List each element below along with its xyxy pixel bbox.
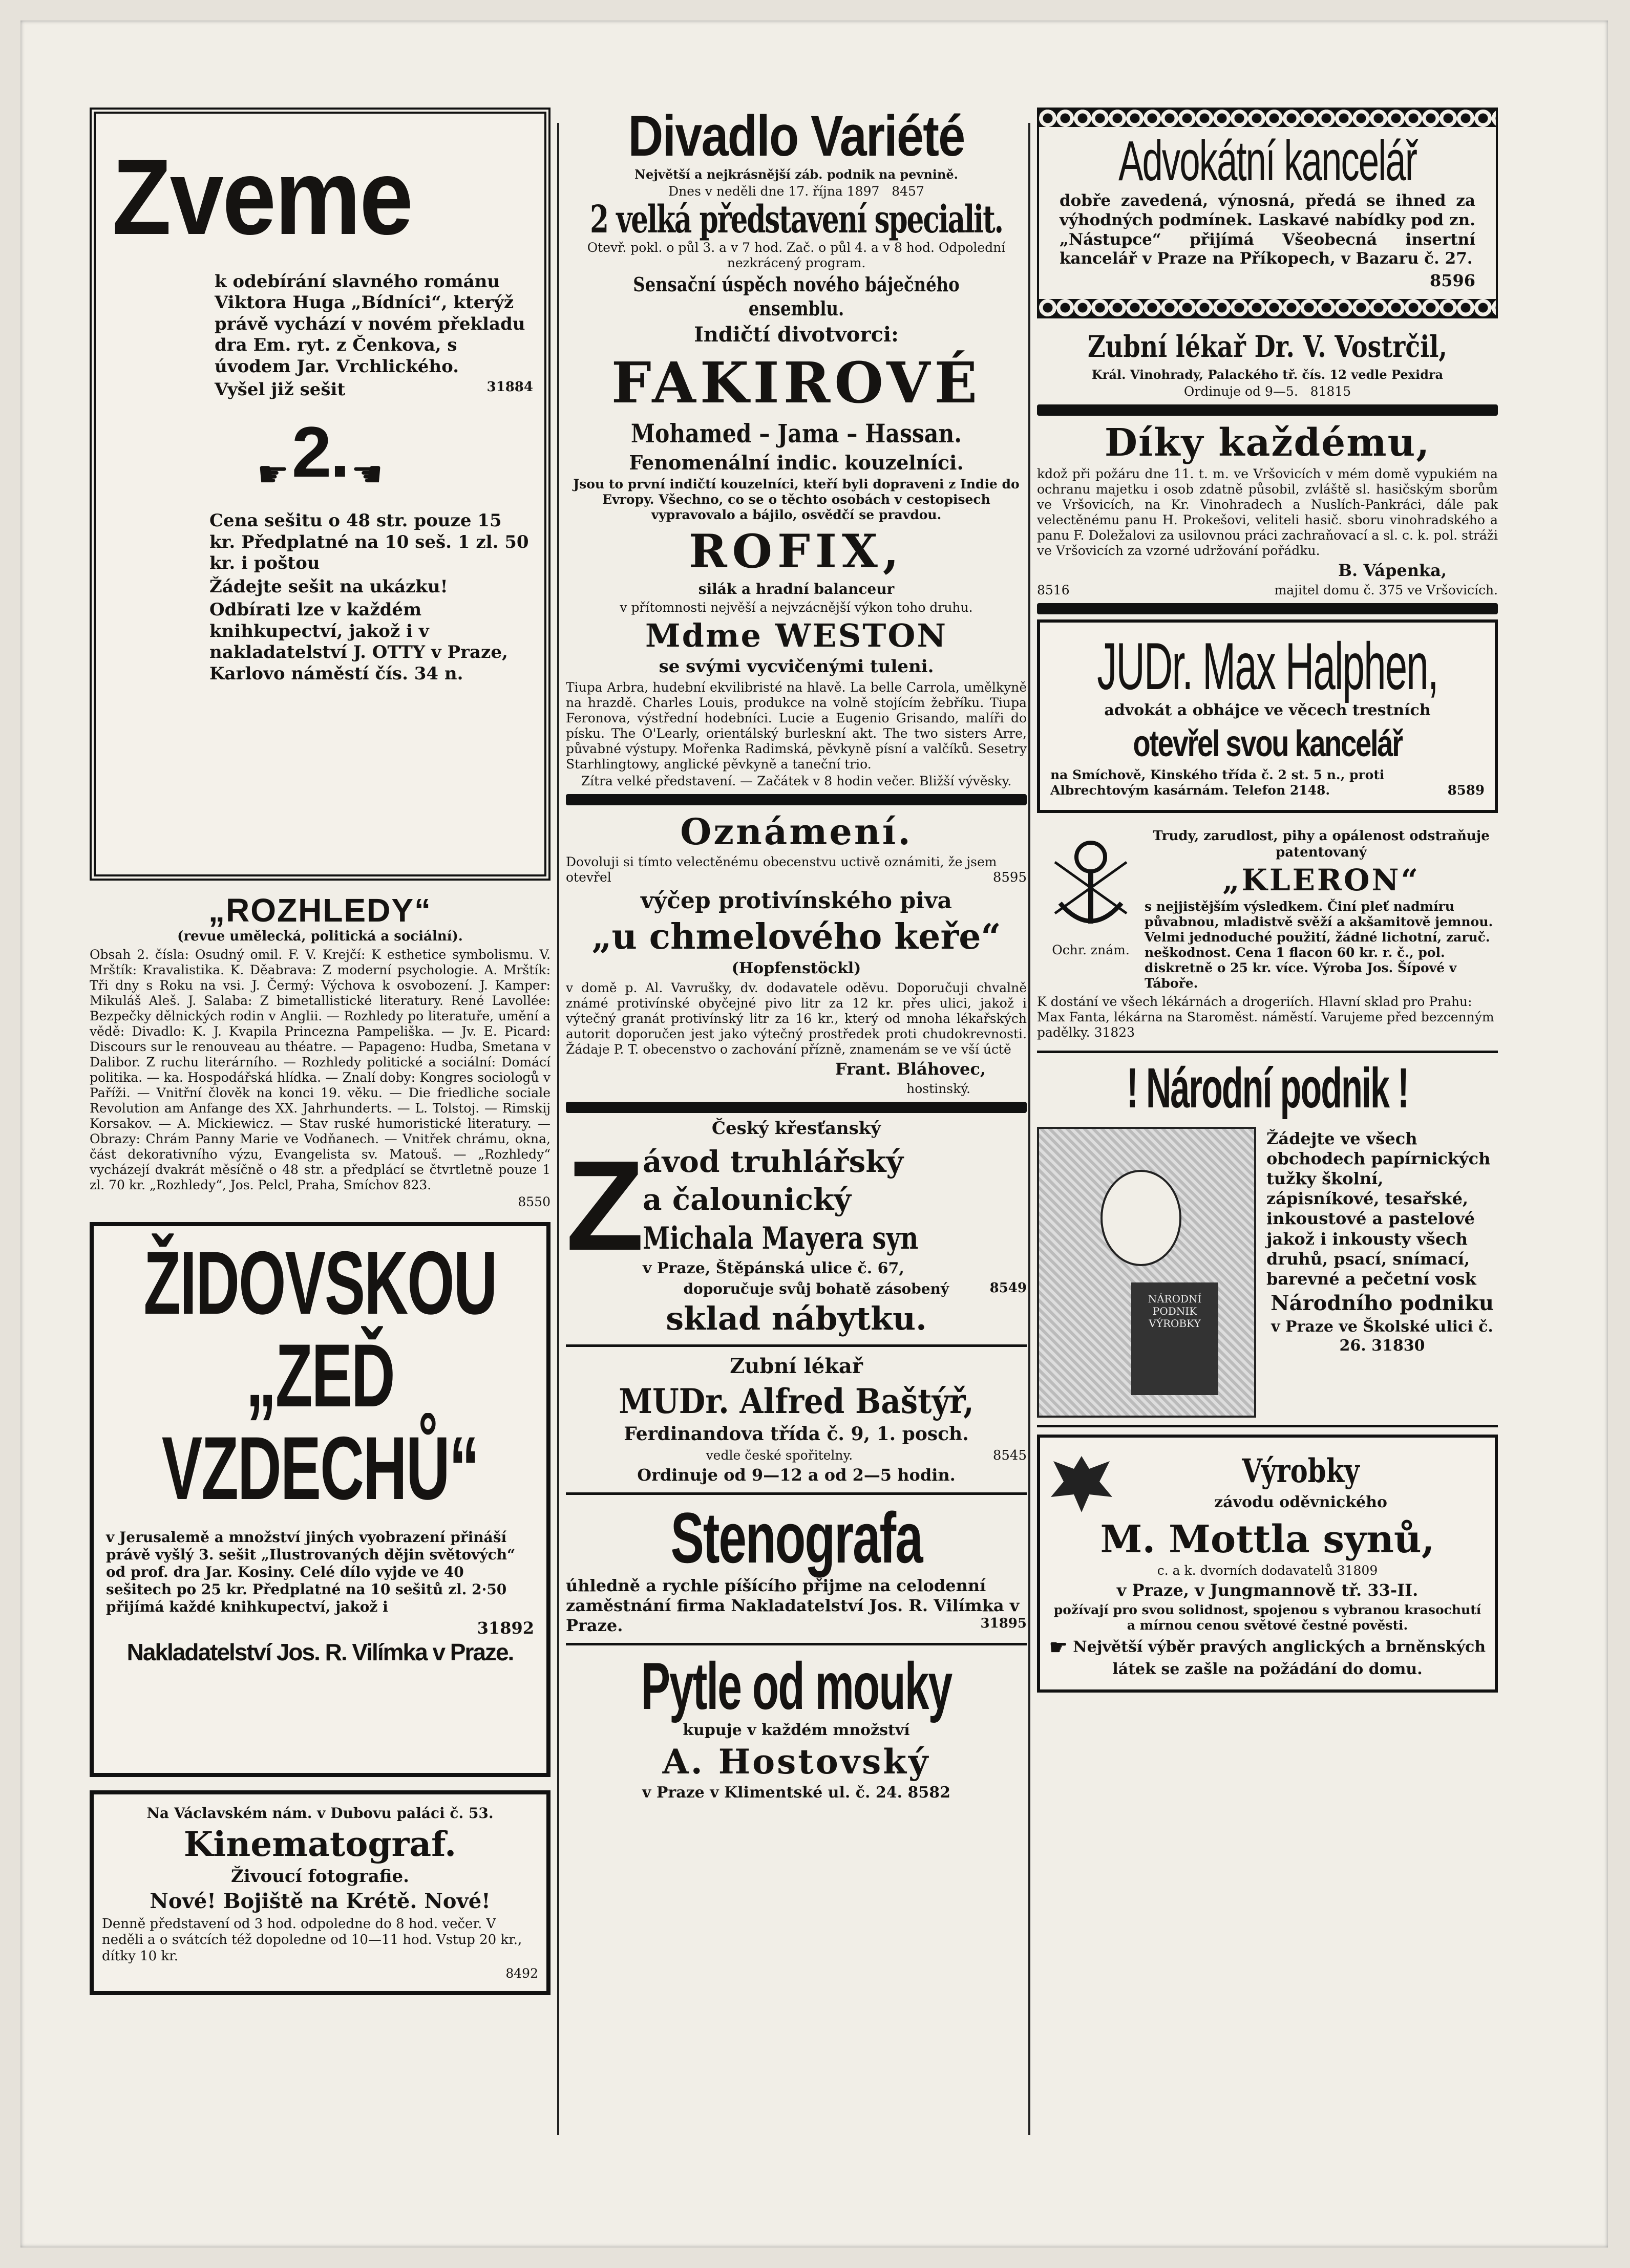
divider-band [1037,603,1498,614]
imperial-eagle-icon [1048,1446,1115,1517]
variete-acts: Tiupa Arbra, hudební ekvilibristé na hlavě. La belle Carrola, umělkyně na hrazdě. Charles Louis, produkce na volně stojícím žebříku. Tiupa Feronova, výstřední hodebníci. Lucie a Eugenio Grisando, malíři do písku. The O'Learly, orientálský burleskní akt. The two sisters Arre, půvabné výstupy. Mořenka Radimská, pěvkyně písní a valčíků. Sesetry Starhlingtowy, anglické pěvkyně a taneční trio. [566,679,1027,772]
mottl-hint: Největší výběr pravých anglických a brněnských látek se zašle na požádání do domu. [1073,1638,1486,1679]
variete-phen: Fenomenální indic. kouzelníci. [629,451,964,474]
oznameni-body2: v domě p. Al. Vavrušky, dv. dodavatele oděvu. Doporučuji chvalně známé protivínské obyčejné pivo litr za 12 kr. přes ulici, jakož i výtečný granát protivínský litr za 16 kr., který od mnoha lékařských autorit doporučen jest jako výtečný prostředek proti chudokrevnosti. Žádaje P. T. obecenstvo o zachování přízně, znamenám se ve vší úctě [566,980,1027,1057]
anchor-trademark-icon [1040,826,1142,939]
bastyr-addr: Ferdinandova třída č. 9, 1. posch. [624,1423,969,1445]
kinematograf-body: Denně představení od 3 hod. odpoledne do 8 hod. večer. V neděli a o svátcích též dopoledne od 10—11 hod. Vstup 20 kr., dítky 10 kr. [102,1916,522,1964]
oznameni-name: „u chmelového keře“ [591,916,1001,958]
halphen-number: 8589 [1447,782,1485,798]
kleron-lead: Trudy, zarudlost, pihy a opálenost odstraňuje patentovaný [1153,828,1490,860]
diky-role: majitel domu č. 375 ve Vršovicích. [1274,583,1498,598]
divider-line [566,1492,1027,1495]
pytle-number: 8582 [907,1784,951,1802]
variete-tomorrow: Zítra velké představení. — Začátek v 8 hodin večer. Bližší vývěsky. [581,773,1012,788]
variete-rofix-sub: silák a hradní balanceur [698,581,895,598]
mottl-ad [1037,1435,1498,1692]
mottl-name: M. Mottla synů, [1100,1517,1435,1562]
variete-title: Divadlo Variété [628,104,965,168]
mottl-sub: závodu oděvnického [1214,1493,1387,1512]
truhlar-sklad: sklad nábytku. [666,1299,927,1337]
kinematograf-title: Kinematograf. [183,1824,457,1864]
column-rule-1 [557,123,559,2135]
bastyr-near: vedle české spořitelny. [706,1447,853,1463]
variete-times: Otevř. pokl. o půl 3. a v 7 hod. Zač. o půl 4. a v 8 hod. Odpolední nezkrácený program. [587,240,1006,271]
illustration-label2: VÝROBKY [1149,1317,1201,1330]
halphen-open: otevřel svou kancelář [1133,723,1402,764]
zidovskou-line1: ŽIDOVSKOU [143,1233,497,1333]
column-3 [1037,108,1498,1706]
kleron-trademark [1037,826,1145,993]
divider-band [566,794,1027,805]
advokat-number: 8596 [1429,271,1475,291]
rozhledy-ad [90,894,551,1210]
zveme-number: 31884 [486,379,533,395]
kleron-mark: Ochr. znám. [1052,942,1130,957]
advokat-ad [1037,108,1498,318]
narodni-body: Žádejte ve všech obchodech papírnických tužky školní, zápisníkové, tesařské, inkoustové a pastelové jakož i inkousty všech druhů, psací, snímací, barevné a pečetní vosk [1266,1129,1491,1289]
zveme-issued: Vyšel již sešit [215,379,346,400]
oznameni-sub: (Hopfenstöckl) [731,959,861,978]
halphen-sub: advokát a obhájce ve věcech trestních [1104,701,1431,720]
truhlar-number: 8549 [989,1280,1027,1296]
halphen-title: JUDr. Max Halphen, [1097,629,1438,704]
zidovskou-line3: VZDECHŮ“ [161,1418,479,1518]
truhlar-ad [566,1118,1027,1337]
diky-sign: B. Vápenka, [1338,561,1447,581]
rozhledy-subtitle: (revue umělecká, politická a sociální). [177,929,463,944]
column-1 [90,108,551,2008]
rozhledy-number: 8550 [518,1194,551,1209]
illustration-label1: NÁRODNÍ PODNIK [1148,1293,1202,1318]
vostrcil-addr: Král. Vinohrady, Palackého tř. čís. 12 vedle Pexidra [1091,367,1444,382]
truhlar-line2: a čalounický [643,1182,851,1217]
steno-ad [566,1497,1027,1636]
oznameni-number: 8595 [992,869,1027,885]
narodni-number: 31830 [1371,1337,1425,1355]
zidovskou-ad [90,1222,551,1777]
variete-tag: Největší a nejkrásnější záb. podnik na pevnině. [634,167,958,182]
narodni-name: Národního podniku [1271,1291,1494,1315]
variete-desc: Jsou to první indičtí kouzelníci, kteří byli dopraveni z Indie do Evropy. Všechno, co se o těchto osobách v cestopisech vypravovalo a bájilo, osvědčí se pravdou. [573,477,1020,523]
kleron-name: „KLERON“ [1222,863,1420,898]
rozhledy-title: „ROZHLEDY“ [208,892,432,929]
advokat-title: Advokátní kancelář [1118,130,1416,192]
divider-line [1037,1425,1498,1427]
bastyr-name: MUDr. Alfred Baštýř, [619,1381,974,1421]
mottl-title: Výrobky [1242,1452,1360,1491]
vostrcil-hours: Ordinuje od 9—5. [1183,384,1298,399]
oznameni-sign2: hostinský. [906,1081,970,1097]
truhlar-line3: Michala Mayera syn [643,1221,919,1257]
pointing-hand-left-icon: ☚ [351,453,384,496]
zveme-body: k odebírání slavného románu Viktora Huga „Bídníci“, kterýž právě vychází v novém překladu dra Em. ryt. z Čenkova, s úvodem Jar. Vrchlického. [215,271,525,377]
kleron-body: s nejjistějším výsledkem. Činí pleť nadmíru půvabnou, mladistvě svěží a akšamitově jemnou. Velmi jednoduché použití, žádné lichotní, zaruč. neškodnost. Cena 1 flacon 60 kr. r. č., pol. diskretně o 25 kr. více. Výroba Jos. Šípové v Táboře. [1145,899,1493,991]
product-box [1131,1282,1218,1395]
steno-number: 31895 [980,1615,1027,1631]
narodni-addr: v Praze ve Školské ulici č. 26. [1271,1318,1493,1355]
sheet-number: 2. [291,411,349,492]
variete-number: 8457 [892,184,924,199]
variete-weston-sub: se svými vycvičenými tuleni. [659,656,934,677]
divider-line [1037,1051,1498,1053]
rozhledy-body: Obsah 2. čísla: Osudný omil. F. V. Krejčí: K esthetice symbolismu. V. Mrštík: Kravalistika. K. Děabrava: Z moderní psychologie. A. Mrštík: Tři dny s Roku na vsi. J. Čermý: Výchova k osvobození. J. Kamper: Mikuláš Aleš. J. Salaba: Z bimetallistické literatury. René Lavollée: Bezpečky dělnických rodin v Anglii. — Rozhledy po literatuře, umění a vědě: Divadlo: K. J. Kvapila Princezna Pampeliška. — Jv. E. Picard: Discours sur le renouveau au théatre. — Papageno: Hudba, Smetana v Dalibor. Z ruchu literárního. — Rozhledy politické a sociální: Domácí politika. — ka. Hospodářská hlídka. — Znalí doby: Kongres sociologů v Paříži. — Vnitřní člověk na konci 19. věku. — Die friedliche sociale Revolution am Anfange des XX. Jahrhunderts. — L. Tolstoj. — Rimskij Korsakov. — A. Mickiewicz. — Stav ruské humoristické literatury. — Obrazy: Chrám Panny Marie ve Vodňanech. — Vnitřek chrámu, okna, část dekorativního výzu, Evangelista sv. Matouš. — „Rozhledy“ vycházejí dvakrát měsíčně o 48 str. a předplácí se čtvrtletně pouze 1 zl. 70 kr. „Rozhledy“, Jos. Pelcl, Praha, Smíchov 823. [90,947,551,1192]
column-rule-2 [1028,123,1030,2135]
mottl-number: 31809 [1337,1563,1378,1578]
truhlar-line1: ávod truhlářský [643,1144,904,1179]
zveme-title: Zveme [112,137,412,257]
halphen-ad [1037,619,1498,813]
pytle-addr: v Praze v Klimentské ul. č. 24. [642,1784,903,1802]
truhlar-rec: doporučuje svůj bohatě zásobený [683,1280,949,1297]
girl-portrait-icon [1100,1170,1181,1266]
narodni-title: ! Národní podnik ! [1127,1057,1408,1120]
oznameni-title: Oznámení. [680,810,913,853]
zveme-ad [90,108,551,881]
oznameni-sign: Frant. Bláhovec, [835,1059,986,1079]
oznameni-body1: Dovoluji si tímto velectěnému obecenstvu uctivě oznámiti, že jsem otevřel [566,854,997,885]
vostrcil-title: Zubní lékař Dr. V. Vostrčil, [1088,329,1447,365]
variete-fakirs: FAKIROVÉ [611,349,982,416]
truhlar-addr: v Praze, Štěpánská ulice č. 67, [643,1259,904,1278]
pointing-hand-icon: ☛ [1049,1635,1068,1660]
narodni-ad [1037,1057,1498,1418]
mottl-body: požívají pro svou solidnost, spojenou s vybranou krasochutí a mírnou cenou světové čestné pověsti. [1053,1602,1481,1633]
zveme-price: Cena sešitu o 48 str. pouze 15 kr. Předplatné na 10 seš. 1 zl. 50 kr. i poštou [209,510,529,574]
kleron-depot: K dostání ve všech lékárnách a drogeriích. Hlavní sklad pro Prahu: Max Fanta, lékárna na Staroměst. náměstí. Varujeme před bezcenným padělky. [1037,994,1494,1040]
kinematograf-new: Nové! Bojiště na Krétě. Nové! [150,1889,491,1914]
variete-rofix-desc: v přítomnosti nejvěší a nejvzácnější výkon toho druhu. [620,600,973,615]
divider-band [1037,404,1498,416]
narodni-illustration [1037,1127,1256,1418]
zveme-order: Odbírati lze v každém knihkupectví, jakož i v nakladatelství J. OTTY v Praze, Karlovo náměstí čís. 34 n. [209,600,508,684]
dot-border-top [1039,110,1496,127]
zidovskou-number: 31892 [477,1618,534,1638]
kinematograf-sub: Živoucí fotografie. [231,1866,409,1887]
bastyr-hours: Ordinuje od 9—12 a od 2—5 hodin. [637,1465,956,1485]
diky-title: Díky každému, [1104,421,1431,465]
zveme-ask: Žádejte sešit na ukázku! [209,576,448,597]
pointing-hand-right-icon: ☛ [257,453,289,496]
mottl-supplier: c. a k. dvorních dodavatelů [1157,1563,1333,1578]
variete-shows: 2 velká představení specialit. [590,198,1003,242]
variete-weston: Mdme WESTON [645,617,948,655]
pytle-body: kupuje v každém množství [683,1721,910,1739]
truhlar-initial: Z [566,1133,643,1277]
zidovskou-publisher: Nakladatelství Jos. R. Vilímka v Praze. [126,1638,514,1665]
bastyr-ad [566,1354,1027,1485]
kleron-number: 31823 [1094,1025,1135,1040]
kinematograf-where: Na Václavském nám. v Dubovu paláci č. 53. [146,1804,494,1822]
divider-line [566,1344,1027,1347]
variete-names: Mohamed – Jama – Hassan. [630,418,962,448]
diky-ad [1037,421,1498,598]
advokat-body: dobře zavedená, výnosná, předá se ihned za výhodných podmínek. Laskavé nabídky pod zn. „Nástupce“ přijímá Všeobecná insertní kancelář v Praze na Příkopech, v Bazaru č. 27. [1060,191,1475,268]
pytle-name: A. Hostovský [662,1742,930,1782]
bastyr-number: 8545 [992,1447,1027,1463]
steno-body: úhledně a rychle píšícího přijme na celodenní zaměstnání firma Nakladatelství Jos. R. Vilímka v Praze. [566,1575,1020,1635]
column-2 [566,104,1027,1805]
oznameni-ad [566,810,1027,1097]
zidovskou-body: v Jerusalemě a množství jiných vyobrazení přináší právě vyšlý 3. sešit „Ilustrovaných dějin světových“ od prof. dra Jar. Kosiny. Celé dílo vyjde ve 40 sešitech po 25 kr. Předplatné na 10 sešitů zl. 2·50 přijímá každé knihkupectví, jakož i [106,1528,516,1616]
variete-date: Dnes v neděli dne 17. října 1897 [668,184,880,199]
bastyr-top: Zubní lékař [730,1354,863,1378]
pytle-ad [566,1648,1027,1803]
halphen-addr: na Smíchově, Kinského třída č. 2 st. 5 n., proti Albrechtovým kasárnám. Telefon 2148. [1050,767,1385,798]
divider-band [566,1102,1027,1113]
variete-ad [566,104,1027,789]
truhlar-top: Český křesťanský [711,1118,881,1139]
variete-indian: Indičtí divotvorci: [694,322,899,347]
oznameni-beer: výčep protivínského piva [640,887,952,914]
divider-line [566,1643,1027,1645]
diky-number: 8516 [1037,583,1070,598]
sheet-number-row [107,411,533,496]
variete-success: Sensační úspěch nového báječného ensemblu. [633,273,960,320]
kleron-ad [1037,826,1498,1040]
mottl-addr: v Praze, v Jungmannově tř. 33-II. [1116,1580,1419,1600]
diky-body: kdož při požáru dne 11. t. m. ve Vršovicích v mém domě vypukiém na ochranu majetku i osob zdatně působil, zvláště sl. hasičským sborům ve Vršovicích, na Kr. Vinohradech a Nuslích-Pankráci, dále pak velectěnému panu H. Prokešovi, veliteli hasič. sboru vinohradského a panu F. Doležalovi za usilovnou práci zachraňovací a sl. c. k. pol. stráži ve Vršovicích za vzorné udržování pořádku. [1037,466,1498,559]
kinematograf-number: 8492 [505,1965,538,1981]
dot-border-bottom [1039,299,1496,316]
kinematograf-ad [90,1790,551,1995]
variete-rofix: ROFIX, [688,524,904,579]
vostrcil-number: 81815 [1310,384,1351,399]
steno-title: Stenografa [670,1497,922,1578]
zidovskou-line2: „ZEĎ [246,1325,394,1426]
vostrcil-ad [1037,329,1498,399]
pytle-title: Pytle od mouky [641,1648,952,1723]
